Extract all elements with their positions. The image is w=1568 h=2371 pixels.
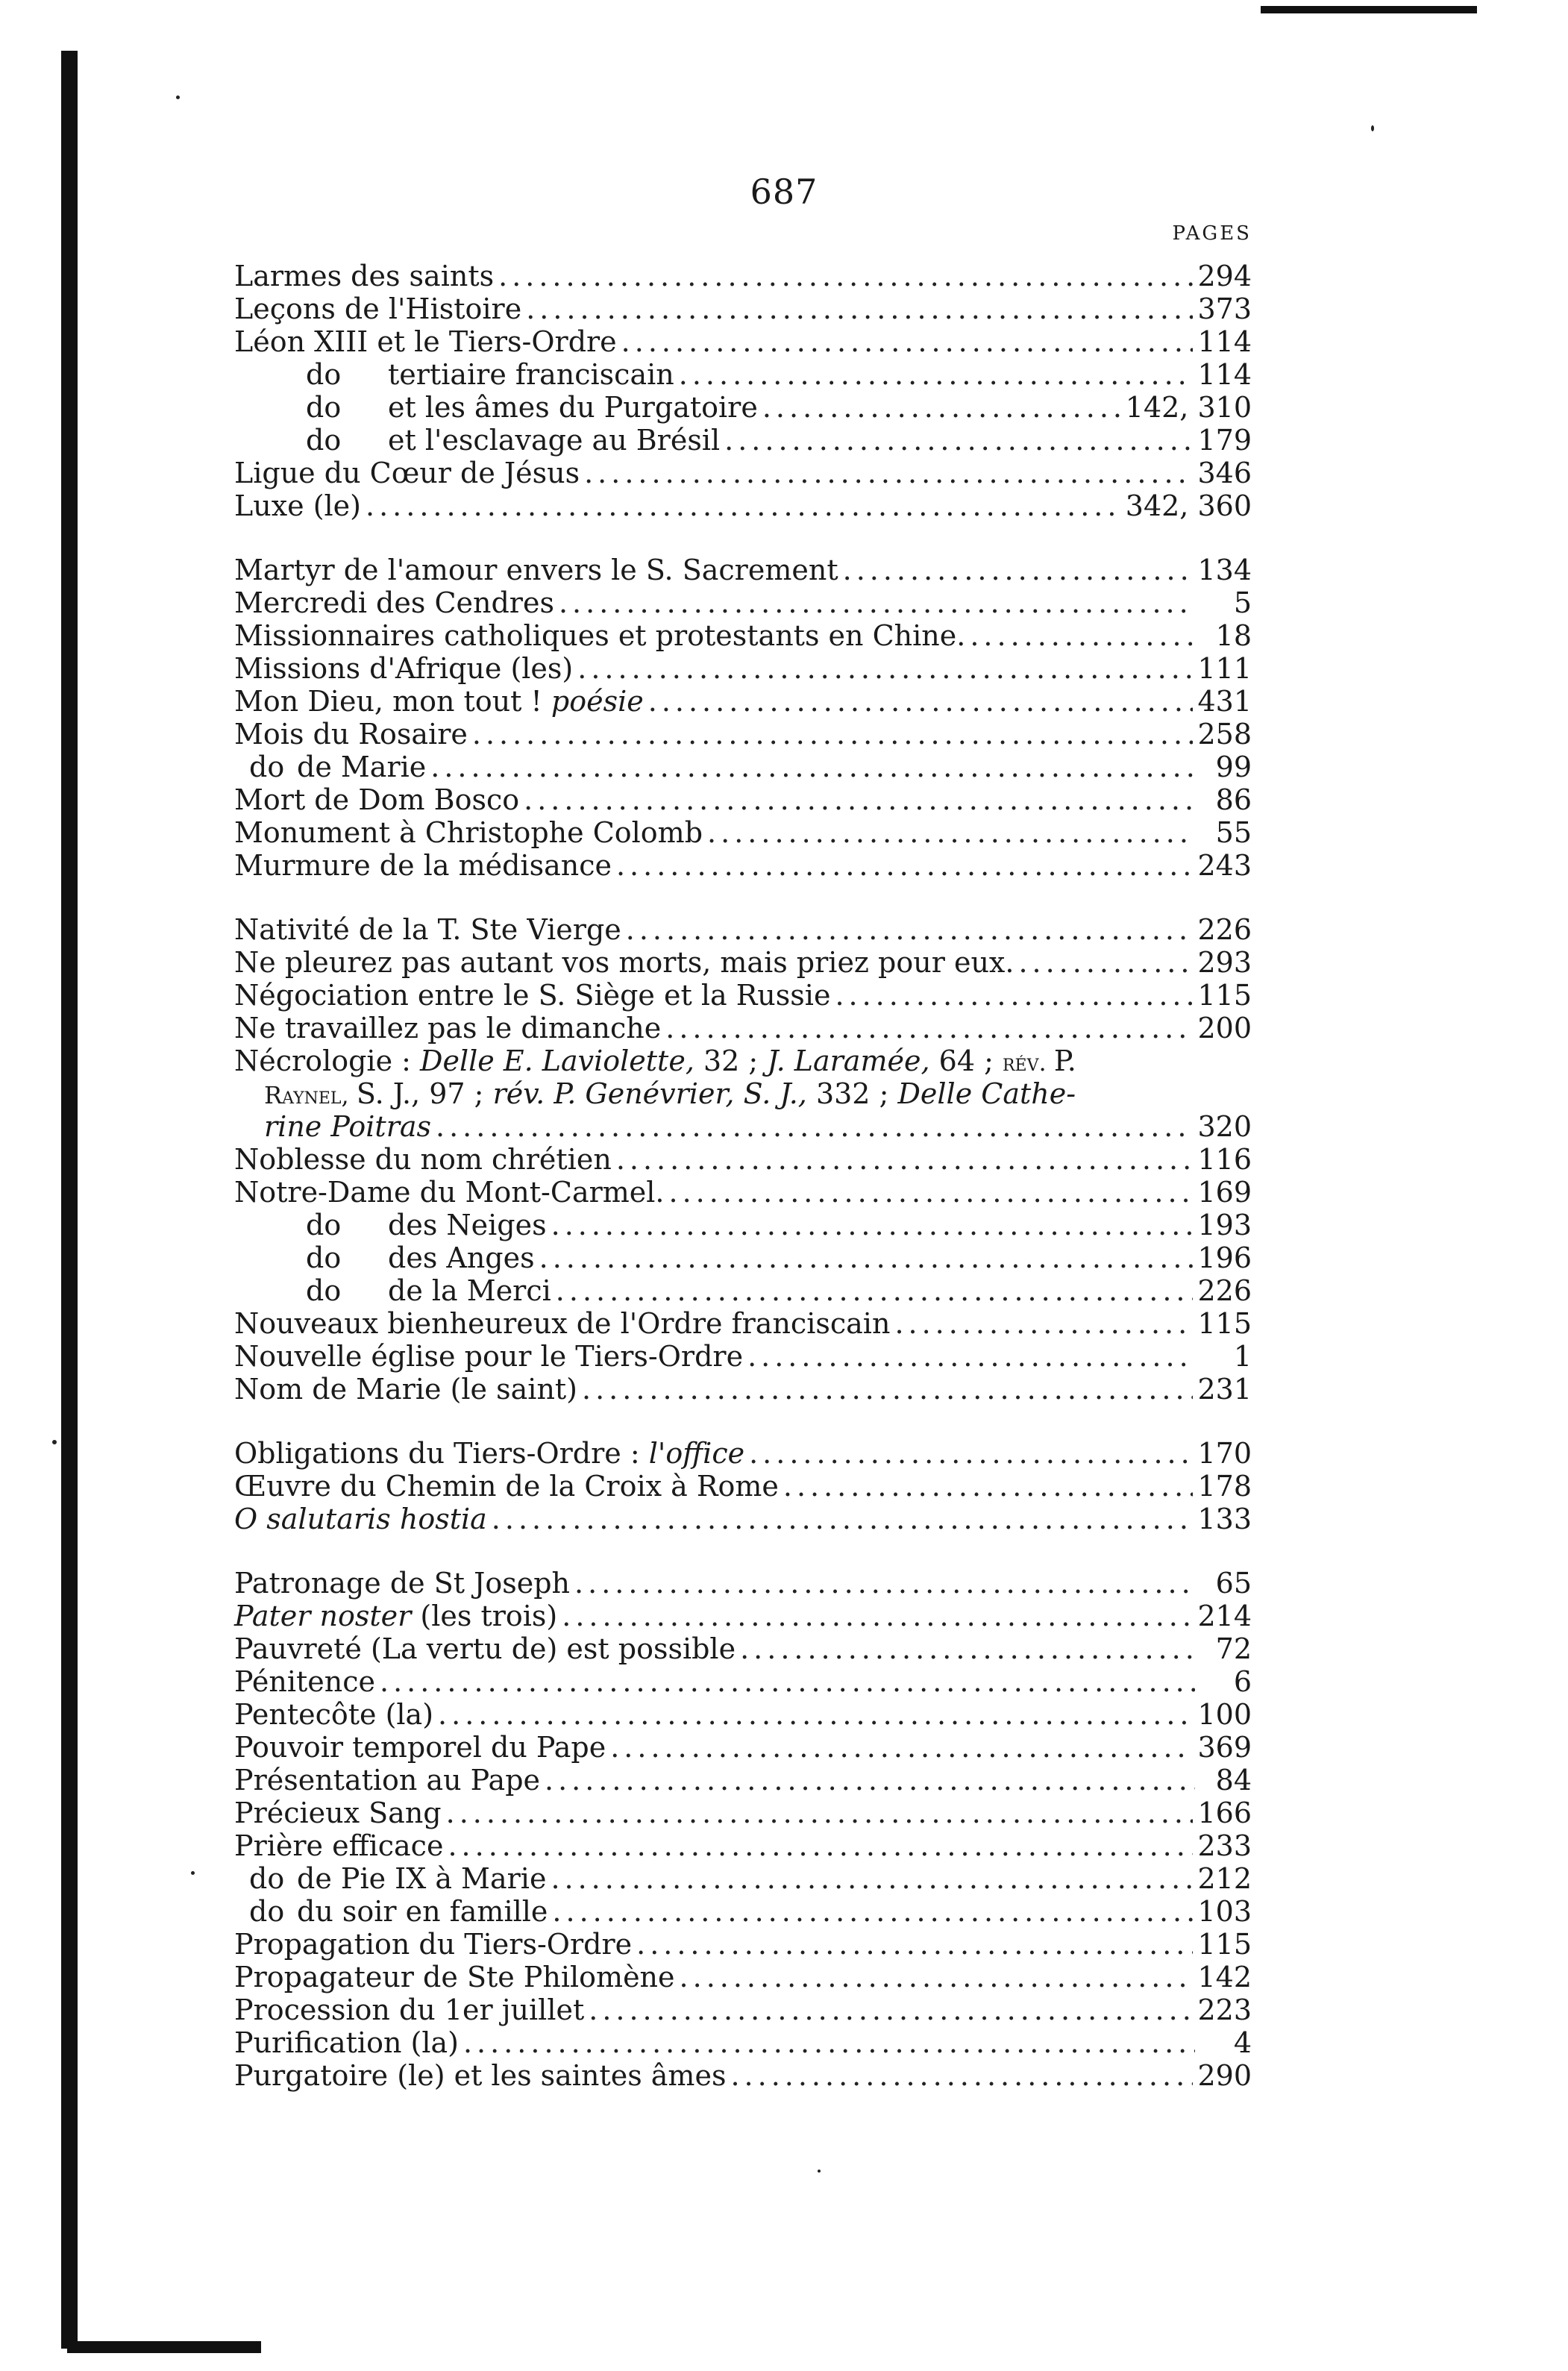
index-entry xyxy=(234,2026,1252,2059)
entry-label-text: Ligue du Cœur de Jésus xyxy=(234,457,580,489)
index-entry xyxy=(234,1698,1252,1731)
dot-leader xyxy=(448,1829,1193,1862)
entry-page: 86 xyxy=(1215,783,1252,816)
index-entry xyxy=(234,913,1252,946)
dot-leader xyxy=(545,1764,1195,1797)
dot-leader xyxy=(610,1731,1193,1764)
entry-label xyxy=(234,325,617,358)
entry-label xyxy=(234,1665,375,1698)
dot-leader xyxy=(707,816,1195,849)
dot-leader xyxy=(539,1241,1194,1274)
entry-page: 99 xyxy=(1215,751,1252,783)
entry-label-text: Pouvoir temporel du Pape xyxy=(234,1731,606,1764)
entry-label xyxy=(234,1503,487,1535)
entry-label xyxy=(234,2059,726,2092)
dot-leader xyxy=(616,849,1194,882)
entry-page: 320 xyxy=(1197,1110,1252,1143)
entry-page: 115 xyxy=(1197,1928,1252,1961)
entry-label-text: des Anges xyxy=(388,1241,535,1274)
entry-page: 100 xyxy=(1197,1698,1252,1731)
entry-label-italic: rine Poitras xyxy=(264,1110,432,1143)
entry-page: 5 xyxy=(1233,586,1252,619)
entry-label-text: Mort de Dom Bosco xyxy=(234,783,520,816)
entry-label-text: P. xyxy=(1053,1044,1076,1077)
entry-page: 103 xyxy=(1197,1895,1252,1928)
dot-leader xyxy=(724,424,1193,457)
entry-page: 134 xyxy=(1197,554,1252,586)
entry-label-text: Ne pleurez pas autant vos morts, mais priez pour eux. xyxy=(234,946,1015,979)
ditto-mark: do xyxy=(306,1209,342,1241)
ditto-mark: do xyxy=(306,424,342,457)
ditto-mark: do xyxy=(249,1895,285,1928)
index-entry xyxy=(234,849,1252,882)
dot-leader xyxy=(366,489,1121,522)
index-entry xyxy=(234,1274,1252,1307)
entry-label xyxy=(234,358,674,391)
entry-label-text: Patronage de St Joseph xyxy=(234,1567,571,1600)
dot-leader xyxy=(621,325,1194,358)
index-entry xyxy=(234,1340,1252,1373)
entry-page: 200 xyxy=(1197,1012,1252,1044)
entry-label xyxy=(234,586,554,619)
entry-page: 369 xyxy=(1197,1731,1252,1764)
entry-label-text: et les âmes du Purgatoire xyxy=(388,391,758,424)
entry-label-text: Missions d'Afrique (les) xyxy=(234,652,574,685)
entry-label xyxy=(234,1176,665,1209)
entry-label-text: Présentation au Pape xyxy=(234,1764,541,1797)
entry-label-text: Œuvre du Chemin de la Croix à Rome xyxy=(234,1470,779,1503)
entry-label-text: Négociation entre le S. Siège et la Russie xyxy=(234,979,831,1012)
entry-page: 212 xyxy=(1197,1862,1252,1895)
entry-page: 142 xyxy=(1197,1961,1252,1993)
dot-leader xyxy=(835,979,1193,1012)
index-entry xyxy=(234,718,1252,751)
dot-leader xyxy=(582,1373,1193,1406)
entry-label-italic: Delle Cathe- xyxy=(897,1077,1076,1110)
entry-label-text: Mois du Rosaire xyxy=(234,718,468,751)
ditto-mark: do xyxy=(306,1241,342,1274)
entry-label xyxy=(234,1143,612,1176)
entry-page: 243 xyxy=(1197,849,1252,882)
entry-label-italic: poésie xyxy=(551,685,644,718)
entry-page: 193 xyxy=(1197,1209,1252,1241)
entry-page: 84 xyxy=(1215,1764,1252,1797)
index-entry xyxy=(234,1797,1252,1829)
index-entry xyxy=(234,2059,1252,2092)
index-entry xyxy=(234,1503,1252,1535)
entry-page: 233 xyxy=(1197,1829,1252,1862)
entry-label-text: Pauvreté (La vertu de) est possible xyxy=(234,1632,736,1665)
scan-speck xyxy=(818,2170,821,2173)
entry-page: 258 xyxy=(1197,718,1252,751)
entry-label xyxy=(234,1600,557,1632)
entry-label xyxy=(234,946,1014,979)
index-entry xyxy=(234,1176,1252,1209)
entry-page: 116 xyxy=(1197,1143,1252,1176)
page-number: 687 xyxy=(750,172,818,212)
entry-page: 231 xyxy=(1197,1373,1252,1406)
entry-label-text: tertiaire franciscain xyxy=(388,358,674,391)
dot-leader xyxy=(551,1862,1193,1895)
entry-label xyxy=(234,1764,540,1797)
entry-label-italic: J. Laramée, xyxy=(767,1044,939,1077)
entry-page: 55 xyxy=(1215,816,1252,849)
entry-page: 431 xyxy=(1197,685,1252,718)
entry-label xyxy=(234,554,838,586)
entry-page: 1 xyxy=(1233,1340,1252,1373)
entry-label-text: Pénitence xyxy=(234,1665,375,1698)
entry-label xyxy=(234,292,521,325)
entry-label-text: rév. xyxy=(1002,1048,1054,1077)
entry-label-text: Ne travaillez pas le dimanche xyxy=(234,1012,662,1044)
entry-label xyxy=(234,1928,632,1961)
index-entry xyxy=(234,1632,1252,1665)
entry-label-italic: l'office xyxy=(648,1437,745,1470)
dot-leader xyxy=(492,1503,1194,1535)
entry-label xyxy=(234,1110,431,1143)
scan-speck xyxy=(191,1871,195,1875)
entry-label xyxy=(234,1961,675,1993)
entry-label xyxy=(234,1470,779,1503)
dot-leader xyxy=(616,1143,1194,1176)
dot-leader xyxy=(843,554,1194,586)
entry-label xyxy=(234,424,720,457)
index-entry xyxy=(234,619,1252,652)
entry-label-text: 64 ; xyxy=(938,1044,1003,1077)
index-entry xyxy=(234,292,1252,325)
dot-leader xyxy=(730,2059,1193,2092)
entry-label-text: Martyr de l'amour envers le S. Sacrement xyxy=(234,554,838,586)
entry-page: 294 xyxy=(1197,260,1252,292)
entry-label-text: Obligations du Tiers-Ordre : xyxy=(234,1437,640,1470)
entry-page: 114 xyxy=(1197,325,1252,358)
entry-label-text: de Pie IX à Marie xyxy=(297,1862,547,1895)
entry-label-text: Luxe (le) xyxy=(234,489,361,522)
index-entry xyxy=(234,685,1252,718)
entry-page: 290 xyxy=(1197,2059,1252,2092)
entry-label-text: Raynel, xyxy=(264,1081,357,1109)
index-entry xyxy=(234,1895,1252,1928)
entry-page: 133 xyxy=(1197,1503,1252,1535)
entry-label-text: Missionnaires catholiques et protestants en Chine. xyxy=(234,619,966,652)
entry-label-text: Prière efficace xyxy=(234,1829,444,1862)
entry-page: 72 xyxy=(1215,1632,1252,1665)
dot-leader xyxy=(463,2026,1195,2059)
entry-label-text: Nouvelle église pour le Tiers-Ordre xyxy=(234,1340,744,1373)
index-entry xyxy=(234,1470,1252,1503)
entry-label xyxy=(234,751,426,783)
necrologie-line xyxy=(234,1110,1252,1143)
dot-leader xyxy=(562,1600,1193,1632)
ditto-mark: do xyxy=(249,1862,285,1895)
dot-leader xyxy=(1018,946,1193,979)
index-entry xyxy=(234,1373,1252,1406)
entry-page: 115 xyxy=(1197,1307,1252,1340)
entry-page: 111 xyxy=(1197,652,1252,685)
entry-label-italic: O salutaris hostia xyxy=(234,1503,487,1535)
entry-label xyxy=(234,1373,577,1406)
entry-label-text: Propagation du Tiers-Ordre xyxy=(234,1928,633,1961)
dot-leader xyxy=(679,358,1194,391)
entry-label-text: Propagateur de Ste Philomène xyxy=(234,1961,675,1993)
index-entry xyxy=(234,1012,1252,1044)
dot-leader xyxy=(669,1176,1194,1209)
dot-leader xyxy=(559,586,1195,619)
entry-label-text: S. J., 97 ; xyxy=(356,1077,493,1110)
index-entry xyxy=(234,751,1252,783)
index-entry xyxy=(234,260,1252,292)
entry-label-text: de la Merci xyxy=(388,1274,551,1307)
index-entry xyxy=(234,1567,1252,1600)
entry-label xyxy=(234,1077,1076,1112)
dot-leader xyxy=(665,1012,1193,1044)
entry-label-text: Mercredi des Cendres xyxy=(234,586,554,619)
dot-leader xyxy=(783,1470,1194,1503)
binding-edge-foot xyxy=(67,2341,261,2353)
necrologie-line xyxy=(234,1044,1252,1077)
entry-page: 115 xyxy=(1197,979,1252,1012)
entry-page: 214 xyxy=(1197,1600,1252,1632)
index-entry xyxy=(234,1209,1252,1241)
entry-label xyxy=(234,1862,546,1895)
entry-page: 114 xyxy=(1197,358,1252,391)
entry-label-text: Leçons de l'Histoire xyxy=(234,292,522,325)
entry-label-text: Pentecôte (la) xyxy=(234,1698,434,1731)
index-entry xyxy=(234,979,1252,1012)
entry-page: 18 xyxy=(1215,619,1252,652)
entry-page: 142, 310 xyxy=(1125,391,1252,424)
entry-label xyxy=(234,979,830,1012)
entry-page: 4 xyxy=(1233,2026,1252,2059)
entry-page: 166 xyxy=(1197,1797,1252,1829)
entry-label-text: et l'esclavage au Brésil xyxy=(388,424,721,457)
index-entry xyxy=(234,1437,1252,1470)
entry-label xyxy=(234,913,621,946)
entry-label xyxy=(234,1307,890,1340)
dot-leader xyxy=(747,1340,1195,1373)
entry-page: 196 xyxy=(1197,1241,1252,1274)
top-rule xyxy=(1261,6,1477,13)
entry-page: 65 xyxy=(1215,1567,1252,1600)
necrologie-line xyxy=(234,1077,1252,1110)
dot-leader xyxy=(552,1895,1193,1928)
index-entry xyxy=(234,1862,1252,1895)
index-entry xyxy=(234,783,1252,816)
dot-leader xyxy=(472,718,1194,751)
index-entry xyxy=(234,1961,1252,1993)
entry-label xyxy=(234,816,703,849)
entry-label xyxy=(234,1437,744,1470)
dot-leader xyxy=(526,292,1193,325)
entry-page: 179 xyxy=(1197,424,1252,457)
dot-leader xyxy=(574,1567,1195,1600)
entry-label-text: de Marie xyxy=(297,751,427,783)
dot-leader xyxy=(749,1437,1193,1470)
dot-leader xyxy=(584,457,1193,489)
index-entry xyxy=(234,586,1252,619)
index-entry xyxy=(234,457,1252,489)
entry-label-text: Mon Dieu, mon tout ! xyxy=(234,685,542,718)
ditto-mark: do xyxy=(306,1274,342,1307)
scan-speck xyxy=(1371,125,1374,131)
index-entry xyxy=(234,1731,1252,1764)
entry-label xyxy=(234,1567,570,1600)
entry-page: 6 xyxy=(1233,1665,1252,1698)
entry-label xyxy=(234,1209,547,1241)
entry-label-text: Murmure de la médisance xyxy=(234,849,612,882)
entry-label-italic: Pater noster xyxy=(234,1600,412,1632)
dot-leader xyxy=(436,1110,1193,1143)
dot-leader xyxy=(648,685,1194,718)
entry-page: 342, 360 xyxy=(1125,489,1252,522)
dot-leader xyxy=(762,391,1121,424)
entry-label xyxy=(234,1632,736,1665)
ditto-mark: do xyxy=(249,751,285,783)
entry-label-text: 332 ; xyxy=(815,1077,898,1110)
index-entry xyxy=(234,391,1252,424)
index-entry xyxy=(234,489,1252,522)
entry-page: 223 xyxy=(1197,1993,1252,2026)
entry-page: 169 xyxy=(1197,1176,1252,1209)
index-section xyxy=(234,1567,1252,2092)
dot-leader xyxy=(380,1665,1195,1698)
index-entry xyxy=(234,816,1252,849)
entry-page: 346 xyxy=(1197,457,1252,489)
entry-label xyxy=(234,1241,535,1274)
index-section xyxy=(234,554,1252,882)
dot-leader xyxy=(680,1961,1194,1993)
entry-label xyxy=(234,1731,606,1764)
dot-leader xyxy=(589,1993,1193,2026)
entry-label xyxy=(234,1340,743,1373)
index-entry xyxy=(234,1665,1252,1698)
index-section xyxy=(234,913,1252,1406)
entry-label-text: Nom de Marie (le saint) xyxy=(234,1373,578,1406)
index-entry xyxy=(234,652,1252,685)
entry-label-text: Nouveaux bienheureux de l'Ordre franciscain xyxy=(234,1307,891,1340)
entry-label xyxy=(234,1797,442,1829)
dot-leader xyxy=(740,1632,1195,1665)
index-entry xyxy=(234,325,1252,358)
index-entry xyxy=(234,1600,1252,1632)
entry-page: 293 xyxy=(1197,946,1252,979)
entry-label xyxy=(234,783,519,816)
index-section xyxy=(234,1437,1252,1535)
entry-label-italic: rév. P. Genévrier, xyxy=(492,1077,744,1110)
entry-page: 226 xyxy=(1197,1274,1252,1307)
entry-label xyxy=(234,1274,551,1307)
entry-label xyxy=(234,1829,443,1862)
entry-label-text: Purgatoire (le) et les saintes âmes xyxy=(234,2059,727,2092)
dot-leader xyxy=(430,751,1195,783)
dot-leader xyxy=(498,260,1193,292)
binding-edge xyxy=(61,51,78,2349)
index-entry xyxy=(234,1241,1252,1274)
index-entry xyxy=(234,554,1252,586)
entry-label xyxy=(234,1012,661,1044)
scan-speck xyxy=(176,95,180,99)
ditto-mark: do xyxy=(306,358,342,391)
entry-page: 373 xyxy=(1197,292,1252,325)
entry-label-text: Larmes des saints xyxy=(234,260,495,292)
dot-leader xyxy=(577,652,1193,685)
entry-label xyxy=(234,2026,459,2059)
entry-label xyxy=(234,1698,433,1731)
entry-label-italic: Delle E. Laviolette, xyxy=(420,1044,703,1077)
entry-label xyxy=(234,457,580,489)
index-section xyxy=(234,260,1252,522)
dot-leader xyxy=(970,619,1195,652)
entry-label-text: du soir en famille xyxy=(297,1895,548,1928)
entry-label-text: Nativité de la T. Ste Vierge xyxy=(234,913,621,946)
index-list xyxy=(234,260,1252,2123)
entry-label-text: 32 ; xyxy=(703,1044,768,1077)
entry-page: 170 xyxy=(1197,1437,1252,1470)
entry-label-text: (les trois) xyxy=(420,1600,558,1632)
index-entry xyxy=(234,1143,1252,1176)
entry-label-text: Noblesse du nom chrétien xyxy=(234,1143,612,1176)
index-entry xyxy=(234,1993,1252,2026)
entry-label-text: Précieux Sang xyxy=(234,1797,442,1829)
entry-label-text: Léon XIII et le Tiers-Ordre xyxy=(234,325,617,358)
dot-leader xyxy=(556,1274,1194,1307)
entry-page: 226 xyxy=(1197,913,1252,946)
entry-label xyxy=(234,489,361,522)
entry-label-text: Monument à Christophe Colomb xyxy=(234,816,703,849)
entry-label xyxy=(234,1895,548,1928)
entry-label-text: des Neiges xyxy=(388,1209,547,1241)
dot-leader xyxy=(626,913,1194,946)
dot-leader xyxy=(524,783,1195,816)
index-entry xyxy=(234,358,1252,391)
index-entry xyxy=(234,1928,1252,1961)
pages-column-header: PAGES xyxy=(1172,222,1252,245)
entry-label-text: Procession du 1er juillet xyxy=(234,1993,585,2026)
entry-label xyxy=(234,718,468,751)
index-entry xyxy=(234,1829,1252,1862)
ditto-mark: do xyxy=(306,391,342,424)
dot-leader xyxy=(894,1307,1193,1340)
entry-label-text: Nécrologie : xyxy=(234,1044,421,1077)
index-entry xyxy=(234,1307,1252,1340)
entry-label xyxy=(234,1044,1076,1079)
entry-label-text: Notre-Dame du Mont-Carmel. xyxy=(234,1176,665,1209)
entry-label-text: Purification (la) xyxy=(234,2026,459,2059)
entry-page: 178 xyxy=(1197,1470,1252,1503)
dot-leader xyxy=(446,1797,1194,1829)
entry-label xyxy=(234,260,494,292)
scan-speck xyxy=(52,1440,57,1444)
entry-label-italic: S. J., xyxy=(743,1077,816,1110)
entry-label xyxy=(234,685,644,718)
entry-label xyxy=(234,1993,584,2026)
entry-label xyxy=(234,391,758,424)
index-entry xyxy=(234,1764,1252,1797)
dot-leader xyxy=(438,1698,1193,1731)
index-entry xyxy=(234,424,1252,457)
dot-leader xyxy=(636,1928,1193,1961)
entry-label xyxy=(234,652,573,685)
index-entry xyxy=(234,946,1252,979)
entry-label xyxy=(234,619,965,652)
entry-label xyxy=(234,849,612,882)
dot-leader xyxy=(551,1209,1194,1241)
